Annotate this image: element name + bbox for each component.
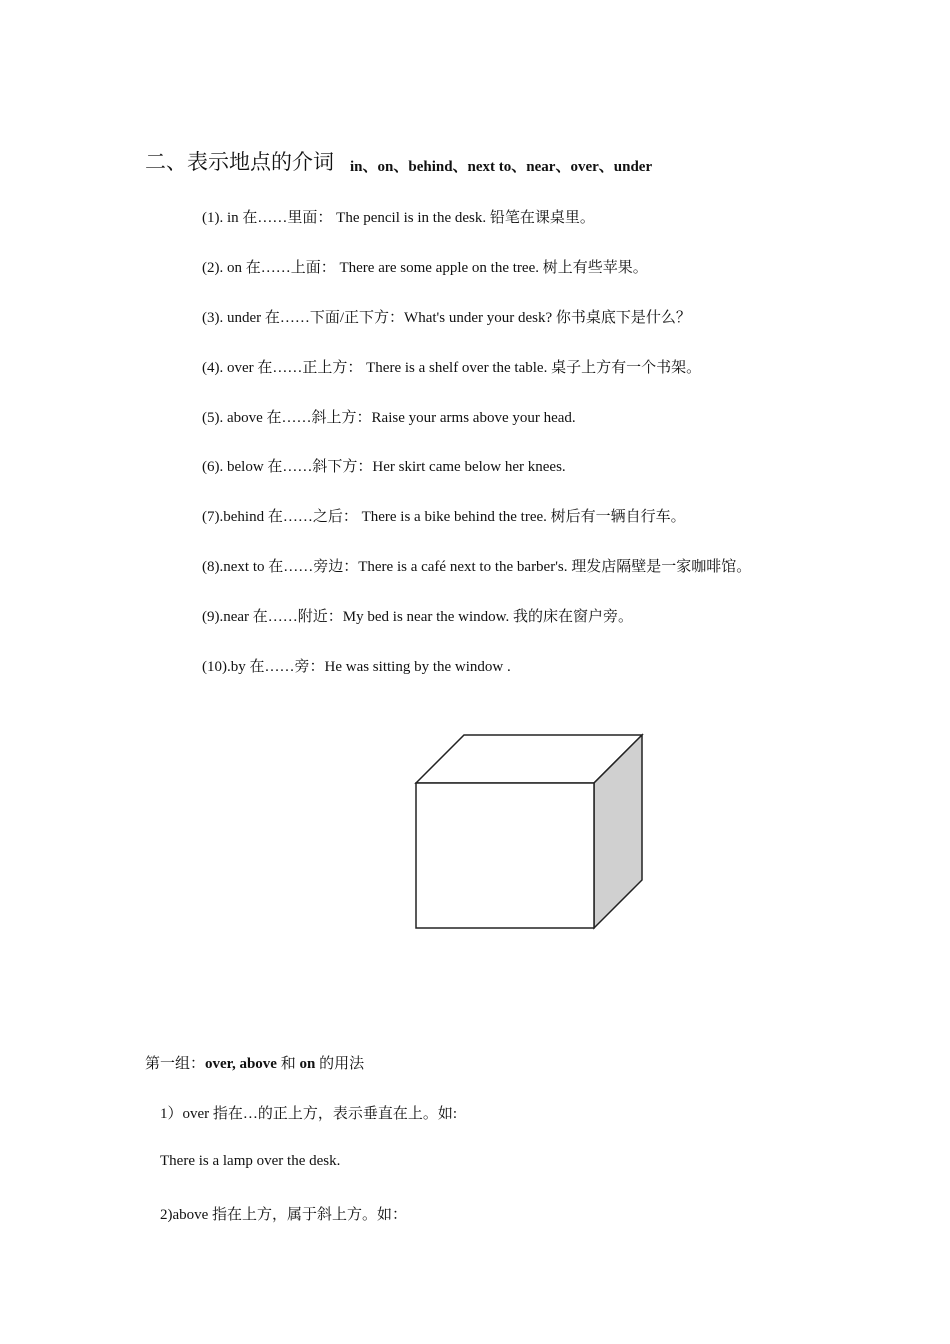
group-heading-suffix: 的用法 bbox=[315, 1056, 365, 1072]
cube-front-face bbox=[416, 783, 594, 928]
heading-title: 二、表示地点的介词 bbox=[145, 150, 334, 174]
example-sentence: There is a lamp over the desk. bbox=[160, 1153, 341, 1169]
group-heading-and: 和 bbox=[276, 1056, 300, 1072]
group-heading-prefix: 第一组： bbox=[145, 1056, 206, 1072]
list-item: (6). below 在……斜下方：Her skirt came below her knees. bbox=[202, 459, 566, 475]
list-item: (9).near 在……附近：My bed is near the window. 我的床在窗户旁。 bbox=[202, 609, 634, 625]
list-item: (10).by 在……旁：He was sitting by the window . bbox=[202, 659, 511, 675]
heading-prepositions: in、on、behind、next to、near、over、under bbox=[350, 159, 653, 175]
usage-point: 2)above 指在上方，属于斜上方。如： bbox=[160, 1207, 408, 1223]
list-item: (4). over 在……正上方： There is a shelf over the table. 桌子上方有一个书架。 bbox=[202, 360, 702, 376]
group-heading bbox=[145, 1052, 364, 1073]
list-item: (3). under 在……下面/正下方：What's under your desk? 你书桌底下是什么？ bbox=[202, 310, 691, 326]
list-item: (7).behind 在……之后： There is a bike behind the tree. 树后有一辆自行车。 bbox=[202, 509, 686, 525]
cube-diagram bbox=[410, 730, 650, 935]
list-item: (2). on 在……上面： There are some apple on the tree. 树上有些苹果。 bbox=[202, 260, 648, 276]
list-item: (8).next to 在……旁边：There is a café next to the barber's. 理发店隔壁是一家咖啡馆。 bbox=[202, 559, 752, 575]
section-heading bbox=[145, 146, 652, 176]
list-item: (5). above 在……斜上方：Raise your arms above your head. bbox=[202, 410, 576, 426]
group-heading-words: over, above bbox=[205, 1056, 277, 1072]
group-heading-word-on: on bbox=[299, 1056, 316, 1072]
list-item: (1). in 在……里面： The pencil is in the desk. 铅笔在课桌里。 bbox=[202, 210, 595, 226]
usage-point: 1）over 指在…的正上方，表示垂直在上。如: bbox=[160, 1106, 458, 1122]
